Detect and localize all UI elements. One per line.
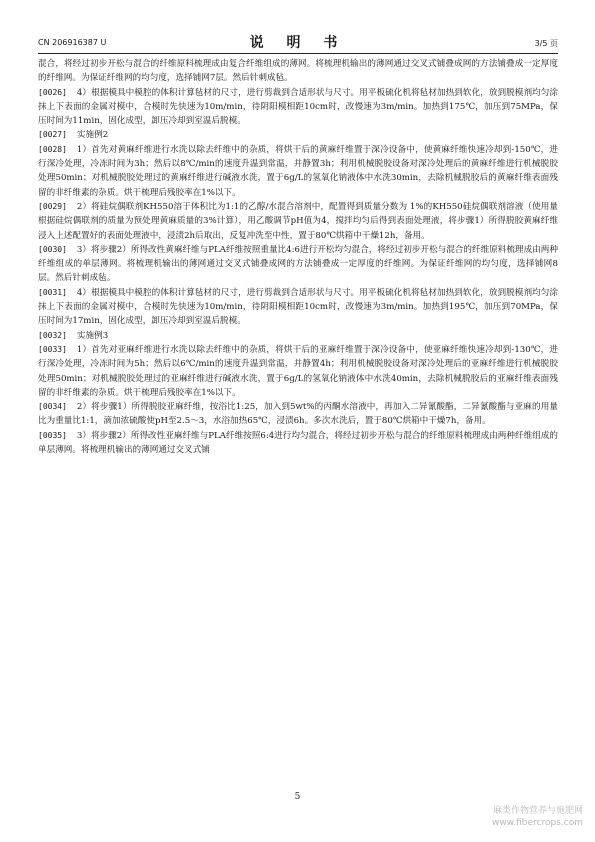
paragraph: [38, 429, 558, 458]
paragraph: [38, 200, 558, 243]
watermark-url: www.fibercrops.com: [492, 818, 583, 828]
paragraph-number: [0027]: [38, 130, 67, 140]
paragraph-text: 混合，将经过初步开松与混合的纤维原料梳理成由复合纤维组成的薄网。将梳理机输出的薄网通过交叉式铺叠成网的方法铺叠成一定厚度的纤维网。为保证纤维网的均匀度，选择铺网7层。然后针刺成毡。: [38, 59, 558, 84]
paragraph-text: 1）首先对亚麻纤维进行水洗以除去纤维中的杂质，将烘干后的亚麻纤维置于深冷设备中，使亚麻纤维快速冷却到-130℃，进行深冷处理，冷冻时间为5h；然后以6℃/min的速度升温到常温，并静置4h；利用机械脱胶设备对深冷处理后的亚麻纤维进行机械脱胶处理50min；对机械脱胶处理过的亚麻纤维进行碱液水洗，置于6g/L的氢氧化钠液体中水洗40min，去除机械脱胶后的亚麻纤维表面残留的非纤维素的杂质。烘干梳理后残胶率在1%以下。: [38, 344, 558, 398]
page-header: [38, 30, 558, 50]
paragraph-text: 3）将步骤2）所得改性亚麻纤维与PLA纤维按照6:4进行均匀混合，将经过初步开松与混合的纤维原料梳理成由两种纤维组成的单层薄网。将梳理机输出的薄网通过交叉式铺: [38, 430, 558, 456]
document-title: 说 明 书: [249, 35, 347, 51]
paragraph: [38, 400, 558, 429]
paragraph-text: 3）将步骤2）所得改性黄麻纤维与PLA纤维按照重量比4:6进行开松均匀混合，将经过初步开松与混合的纤维原料梳理成由两种纤维组成的单层薄网。将梳理机输出的薄网通过交叉式铺叠成网的方法铺叠成一定厚度的纤维网。为保证纤维网的均匀度，选择铺网8层。然后针刺成毡。: [38, 244, 558, 284]
paragraph: [38, 286, 558, 329]
header-rule: [38, 53, 558, 54]
paragraph-number: [0032]: [38, 330, 67, 340]
paragraph-number: [0031]: [38, 287, 67, 297]
paragraph: [38, 57, 558, 86]
paragraph-text: 实施例3: [76, 330, 109, 341]
paragraph-text: 4）根据模具中模腔的体积计算毡材的尺寸，进行剪裁到合适形状与尺寸。用平板硫化机将毡材加热到软化，放到脱模剂均匀涂抹上下表面的金属对模中，合模时先快速为10m/min，待阴阳模相距10cm时，改慢速为3m/min。加热到195℃，加压到70MPa，保压时间为17min，固化成型，卸压冷却到室温后脱模。: [38, 287, 558, 327]
paragraph-text: 4）根据模具中模腔的体积计算毡材的尺寸，进行剪裁到合适形状与尺寸。用平板硫化机将毡材加热到软化，放到脱模剂均匀涂抹上下表面的金属对模中，合模时先快速为10m/min，待阴阳模相距10cm时，改慢速为3m/min。加热到175℃，加压到75MPa，保压时间为11min，固化成型，卸压冷却到室温后脱模。: [38, 87, 558, 127]
paragraph: [38, 86, 558, 129]
page-number: 5: [294, 792, 301, 802]
paragraph-number: [0033]: [38, 344, 67, 354]
paragraph-number: [0026]: [38, 87, 67, 97]
paragraph-text: 2）将步骤1）所得脱胶亚麻纤维，按浴比1:25，加入到5wt%的丙酮水溶液中，再加入二异氰酸酯，二异氰酸酯与亚麻的用量比为重量比1:1，滴加浓硫酸使pH至2.5～3，水浴加热65℃，浸渍6h。多次水洗后，置于80℃烘箱中干燥7h，备用。: [38, 402, 558, 427]
patent-number: CN 206916387 U: [38, 38, 107, 47]
document-body: [38, 57, 558, 457]
paragraph: [38, 143, 558, 200]
paragraph: [38, 128, 558, 142]
paragraph-number: [0029]: [38, 201, 67, 211]
watermark-title: 麻类作物营养与施肥网: [492, 806, 583, 816]
paragraph-text: 1）首先对黄麻纤维进行水洗以除去纤维中的杂质，将烘干后的黄麻纤维置于深冷设备中，使黄麻纤维快速冷却到-150℃，进行深冷处理，冷冻时间为3h；然后以8℃/min的速度升温到常温，并静置3h；利用机械脱胶设备对深冷处理后的黄麻纤维进行机械脱胶处理50min；对机械脱胶处理过的黄麻纤维进行碱液水洗，置于6g/L的氢氧化钠液体中水洗30min，去除机械脱胶后的黄麻纤维表面残留的非纤维素的杂质。烘干梳理后残胶率在1%以下。: [38, 144, 558, 198]
paragraph-text: 2）将硅烷偶联剂KH550溶于体积比为1:1的乙醇/水混合溶剂中，配置得到质量分数为 1%的KH550硅烷偶联剂溶液（使用量根据硅烷偶联剂的质量为预处理黄麻质量的3%计算），用乙酸调节pH值为4，搅拌均匀后得到表面处理液，将步骤1）所得脱胶黄麻纤维浸入上述配置好的表面处理液中，浸渍2h后取出，反复冲洗至中性，置于80℃烘箱中干燥12h，备用。: [38, 201, 558, 241]
paragraph: [38, 329, 558, 343]
watermark: [492, 805, 583, 829]
paragraph-number: [0030]: [38, 244, 67, 254]
page-indicator: 3/5 页: [534, 39, 558, 48]
paragraph: [38, 243, 558, 286]
paragraph-number: [0034]: [38, 402, 67, 412]
paragraph-number: [0028]: [38, 144, 67, 154]
paragraph: [38, 343, 558, 400]
paragraph-text: 实施例2: [76, 130, 109, 141]
paragraph-number: [0035]: [38, 430, 67, 440]
